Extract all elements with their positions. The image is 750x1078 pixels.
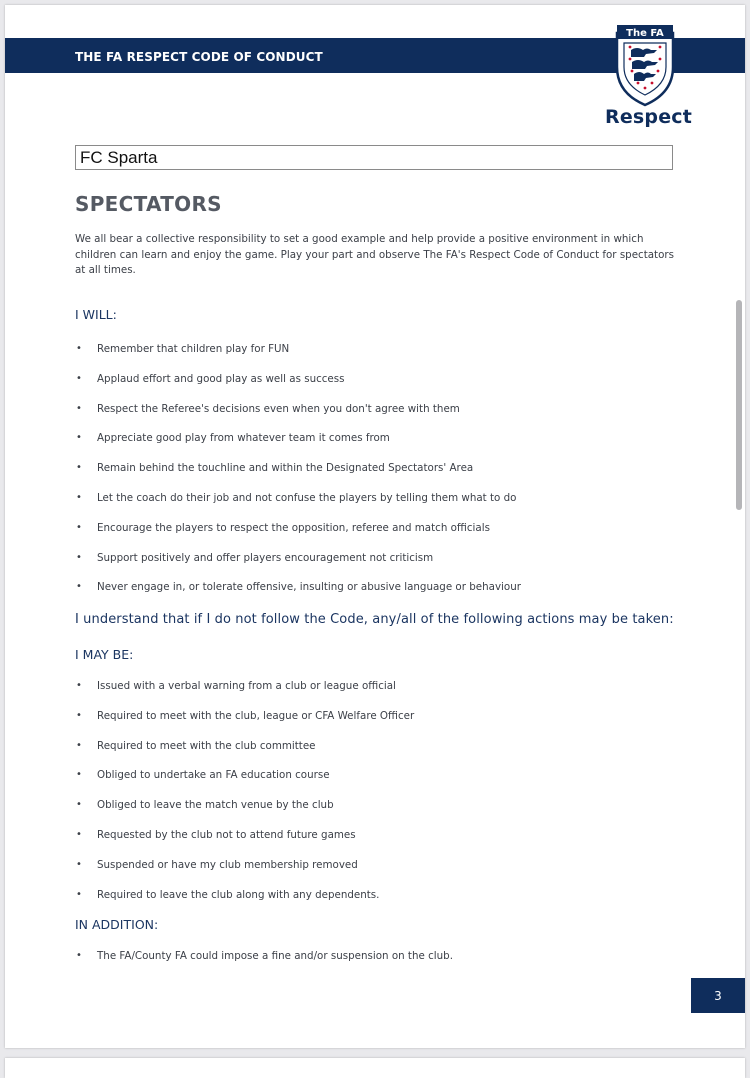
list-item <box>75 768 675 798</box>
bullet-icon: • <box>76 709 82 721</box>
bullet-icon: • <box>76 521 82 533</box>
list-item <box>75 551 675 581</box>
bullet-icon: • <box>76 888 82 900</box>
list-item-text: Appreciate good play from whatever team it comes from <box>97 432 390 445</box>
list-item-text: Let the coach do their job and not confuse the players by telling them what to do <box>97 491 517 504</box>
list-item-text: Required to leave the club along with any dependents. <box>97 888 380 901</box>
list-item <box>75 372 675 402</box>
list-item-text: The FA/County FA could impose a fine and/or suspension on the club. <box>97 950 453 962</box>
list-item <box>75 491 675 521</box>
list-item-text: Remain behind the touchline and within the Designated Spectators' Area <box>97 462 474 475</box>
bullet-icon: • <box>76 581 82 593</box>
scrollbar-thumb[interactable] <box>736 300 742 510</box>
i-will-heading: I WILL: <box>75 307 117 322</box>
list-item-text: Respect the Referee's decisions even when you don't agree with them <box>97 402 460 415</box>
list-item-text: Never engage in, or tolerate offensive, insulting or abusive language or behaviour <box>97 581 521 594</box>
bullet-icon: • <box>76 828 82 840</box>
in-addition-heading: IN ADDITION: <box>75 917 159 932</box>
i-will-list <box>75 342 675 610</box>
intro-paragraph: We all bear a collective responsibility to set a good example and help provide a positive environment in which children can learn and enjoy the game. Play your part and observe The FA's Respect Code of Conduct for spectators at all times. <box>75 233 674 276</box>
list-item <box>75 431 675 461</box>
header-title: THE FA RESPECT CODE OF CONDUCT <box>75 50 323 64</box>
list-item-text: Required to meet with the club committee <box>97 739 316 752</box>
list-item <box>75 402 675 432</box>
respect-wordmark: Respect <box>605 106 693 128</box>
consequences-statement: I understand that if I do not follow the Code, any/all of the following actions may be taken: <box>75 612 674 627</box>
next-page-edge <box>5 1058 745 1078</box>
list-item <box>75 949 675 979</box>
list-item-text: Applaud effort and good play as well as success <box>97 372 345 385</box>
list-item <box>75 521 675 551</box>
document-page <box>5 5 745 1048</box>
list-item-text: Obliged to undertake an FA education course <box>97 769 330 782</box>
bullet-icon: • <box>76 551 82 563</box>
page-number-badge: 3 <box>691 978 745 1013</box>
list-item <box>75 679 675 709</box>
bullet-icon: • <box>76 739 82 751</box>
i-may-be-heading: I MAY BE: <box>75 647 134 662</box>
bullet-icon: • <box>76 402 82 414</box>
list-item <box>75 828 675 858</box>
list-item <box>75 739 675 769</box>
fa-logo-text: The FA <box>626 28 664 39</box>
bullet-icon: • <box>76 858 82 870</box>
list-item <box>75 709 675 739</box>
bullet-icon: • <box>76 769 82 781</box>
bullet-icon: • <box>76 680 82 691</box>
i-may-be-list <box>75 679 675 917</box>
section-title: SPECTATORS <box>75 192 222 216</box>
club-name-field[interactable]: FC Sparta <box>75 145 673 170</box>
fa-crest-logo <box>614 23 676 109</box>
list-item-text: Remember that children play for FUN <box>97 343 290 355</box>
list-item <box>75 858 675 888</box>
list-item-text: Obliged to leave the match venue by the club <box>97 799 334 812</box>
list-item-text: Suspended or have my club membership removed <box>97 858 358 871</box>
bullet-icon: • <box>76 343 82 354</box>
list-item <box>75 798 675 828</box>
list-item-text: Issued with a verbal warning from a club or league official <box>97 680 396 692</box>
bullet-icon: • <box>76 491 82 503</box>
bullet-icon: • <box>76 462 82 474</box>
list-item-text: Encourage the players to respect the opposition, referee and match officials <box>97 521 490 534</box>
bullet-icon: • <box>76 950 82 961</box>
in-addition-list <box>75 949 675 979</box>
bullet-icon: • <box>76 372 82 384</box>
list-item <box>75 888 675 918</box>
bullet-icon: • <box>76 432 82 444</box>
list-item <box>75 580 675 610</box>
list-item-text: Required to meet with the club, league or CFA Welfare Officer <box>97 709 415 722</box>
bullet-icon: • <box>76 799 82 811</box>
list-item <box>75 342 675 372</box>
list-item-text: Requested by the club not to attend future games <box>97 828 356 841</box>
list-item-text: Support positively and offer players encouragement not criticism <box>97 551 434 564</box>
list-item <box>75 461 675 491</box>
